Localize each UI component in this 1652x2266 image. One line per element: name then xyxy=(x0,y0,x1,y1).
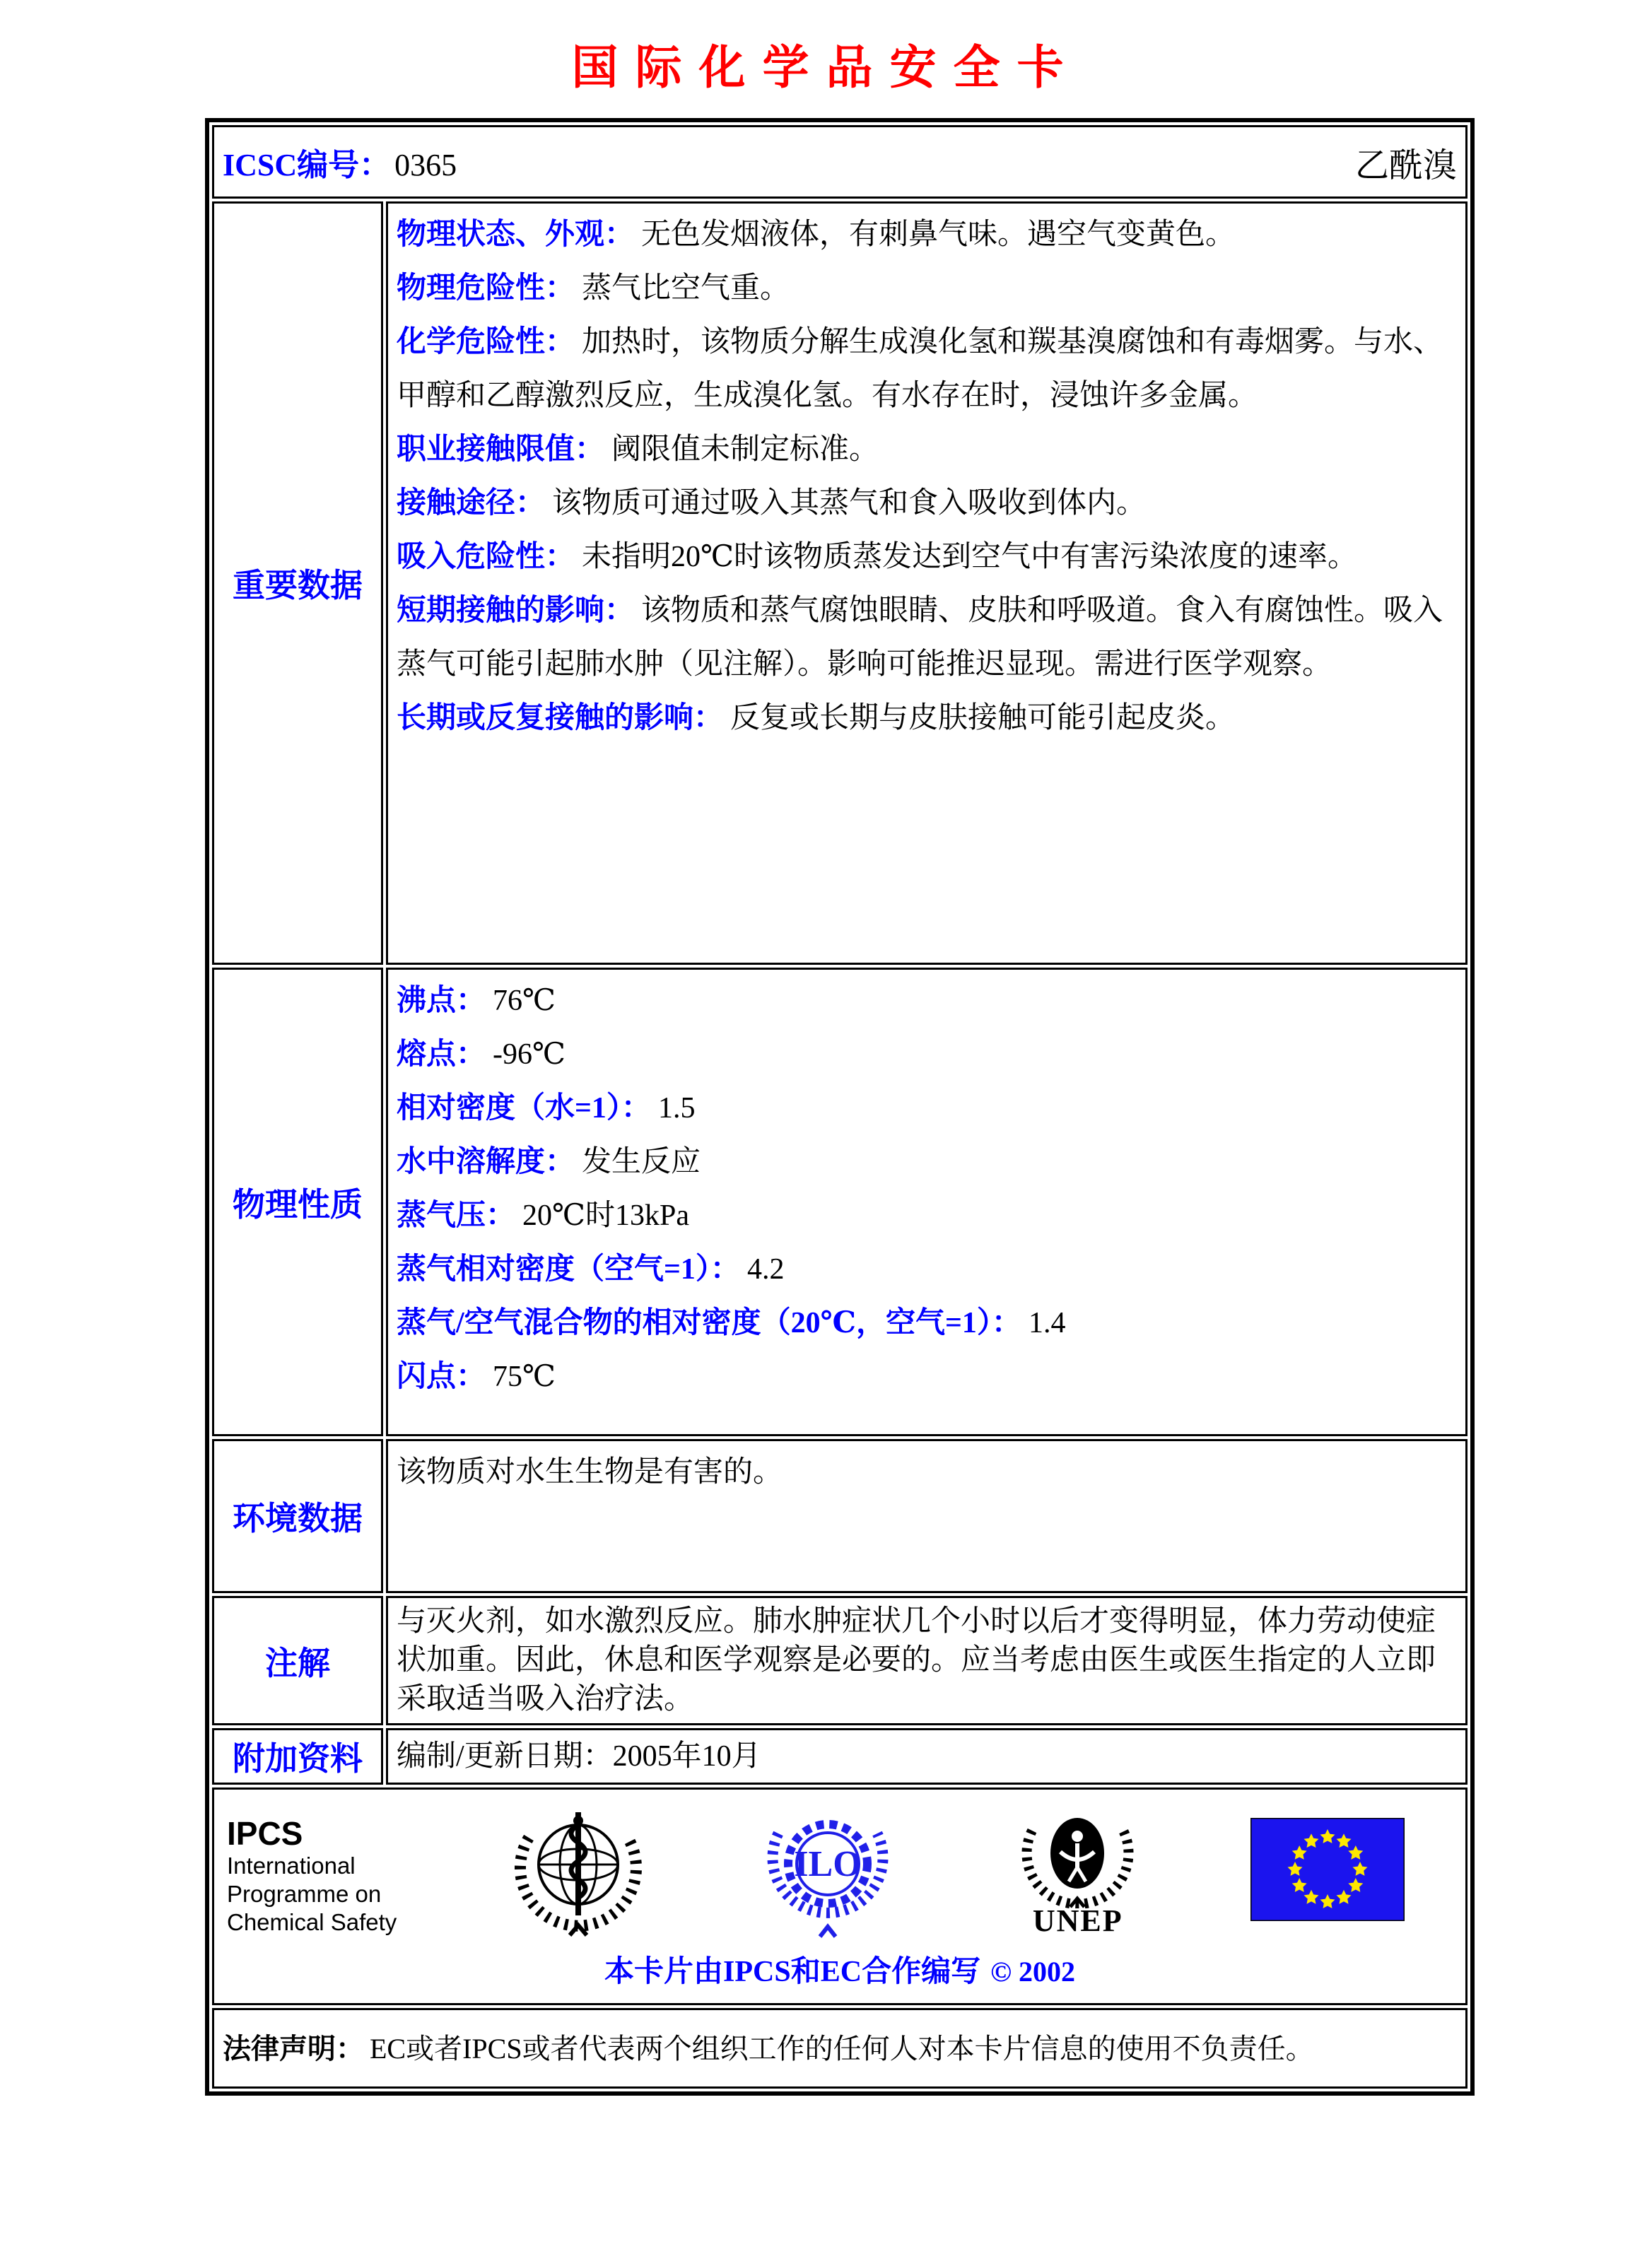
important-item: 吸入危险性： 未指明20℃时该物质蒸发达到空气中有害污染浓度的速率。 xyxy=(397,541,1358,573)
ilo-letters: ILO xyxy=(794,1844,862,1884)
unep-label: UNEP xyxy=(1032,1903,1123,1938)
important-item: 长期或反复接触的影响： 反复或长期与皮肤接触可能引起皮炎。 xyxy=(397,702,1236,734)
physical-item: 水中溶解度： 发生反应 xyxy=(397,1146,701,1178)
important-item: 物理危险性： 蒸气比空气重。 xyxy=(397,272,790,305)
chemical-name: 乙酰溴 xyxy=(1354,146,1457,184)
environmental-data-content xyxy=(386,1439,1468,1593)
icsc-card-table xyxy=(205,118,1475,2096)
copyright-year: © 2002 xyxy=(990,1956,1075,1988)
ipcs-text-block: IPCS International Programme on Chemical Safety xyxy=(227,1797,453,1937)
notes-text: 与灭火剂，如水激烈反应。肺水肿症状几个小时以后才变得明显，体力劳动使症状加重。因此，休息和医学观察是必要的。应当考虑由医生或医生指定的人立即采取适当吸入治疗法。 xyxy=(397,1605,1436,1715)
physical-item: 蒸气/空气混合物的相对密度（20℃，空气=1）： 1.4 xyxy=(397,1307,1066,1339)
physical-properties-content xyxy=(386,968,1468,1436)
section-label-environmental-data: 环境数据 xyxy=(212,1439,383,1593)
unep-emblem-icon xyxy=(1016,1802,1140,1908)
environmental-data-text: 该物质对水生生物是有害的。 xyxy=(397,1456,783,1489)
additional-info-label: 编制/更新日期： xyxy=(397,1740,613,1773)
environmental-data-row xyxy=(212,1439,1468,1593)
section-label-physical-properties: 物理性质 xyxy=(212,968,383,1436)
section-label-notes: 注解 xyxy=(212,1596,383,1725)
legal-label: 法律声明： xyxy=(223,2032,364,2065)
additional-info-text: 2005年10月 xyxy=(612,1740,761,1773)
who-emblem-icon xyxy=(508,1797,649,1942)
logos-row xyxy=(212,1787,1468,2005)
important-item: 职业接触限值： 阈限值未制定标准。 xyxy=(397,433,879,466)
card-header-cell xyxy=(212,125,1468,199)
legal-cell xyxy=(212,2008,1468,2089)
eu-flag xyxy=(1203,1797,1453,1942)
additional-info-row xyxy=(212,1728,1468,1785)
physical-item: 熔点： -96℃ xyxy=(397,1038,566,1071)
important-item: 短期接触的影响： 该物质和蒸气腐蚀眼睛、皮肤和呼吸道。食入有腐蚀性。吸入蒸气可能引起肺水肿（见注解）。影响可能推迟显现。需进行医学观察。 xyxy=(397,594,1443,681)
physical-properties-row xyxy=(212,968,1468,1436)
physical-item: 相对密度（水=1）： 1.5 xyxy=(397,1092,696,1125)
physical-item: 蒸气压： 20℃时13kPa xyxy=(397,1199,689,1232)
notes-row xyxy=(212,1596,1468,1725)
logos-cell xyxy=(212,1787,1468,2005)
card-header-row xyxy=(212,125,1468,199)
important-data-content xyxy=(386,201,1468,965)
section-label-additional-info: 附加资料 xyxy=(212,1728,383,1785)
ipcs-acronym: IPCS xyxy=(227,1815,303,1852)
section-label-important-data: 重要数据 xyxy=(212,201,383,965)
physical-item: 闪点： 75℃ xyxy=(397,1361,556,1393)
who-logo xyxy=(453,1797,703,1942)
important-data-row xyxy=(212,201,1468,965)
important-item: 物理状态、外观： 无色发烟液体，有刺鼻气味。遇空气变黄色。 xyxy=(397,218,1236,251)
physical-item: 沸点： 76℃ xyxy=(397,985,556,1017)
copyright-text: 本卡片由IPCS和EC合作编写 xyxy=(604,1956,981,1988)
legal-text: EC或者IPCS或者代表两个组织工作的任何人对本卡片信息的使用不负责任。 xyxy=(370,2032,1314,2065)
copyright-line xyxy=(227,1948,1453,1990)
unep-logo xyxy=(953,1797,1203,1942)
legal-row xyxy=(212,2008,1468,2089)
ilo-logo xyxy=(703,1797,954,1942)
icsc-number-label: ICSC编号： xyxy=(223,148,391,182)
eu-flag-icon xyxy=(1250,1818,1405,1921)
ilo-emblem-icon xyxy=(761,1797,895,1942)
physical-item: 蒸气相对密度（空气=1）： 4.2 xyxy=(397,1253,785,1286)
icsc-number xyxy=(223,139,457,184)
additional-info-content xyxy=(386,1728,1468,1785)
important-item: 化学危险性： 加热时，该物质分解生成溴化氢和羰基溴腐蚀和有毒烟雾。与水、甲醇和乙醇激烈反应，生成溴化氢。有水存在时，浸蚀许多金属。 xyxy=(397,326,1443,412)
notes-content xyxy=(386,1596,1468,1725)
icsc-number-value: 0365 xyxy=(394,148,457,182)
important-item: 接触途径： 该物质可通过吸入其蒸气和食入吸收到体内。 xyxy=(397,487,1147,519)
page-title: 国际化学品安全卡 xyxy=(571,42,1081,94)
